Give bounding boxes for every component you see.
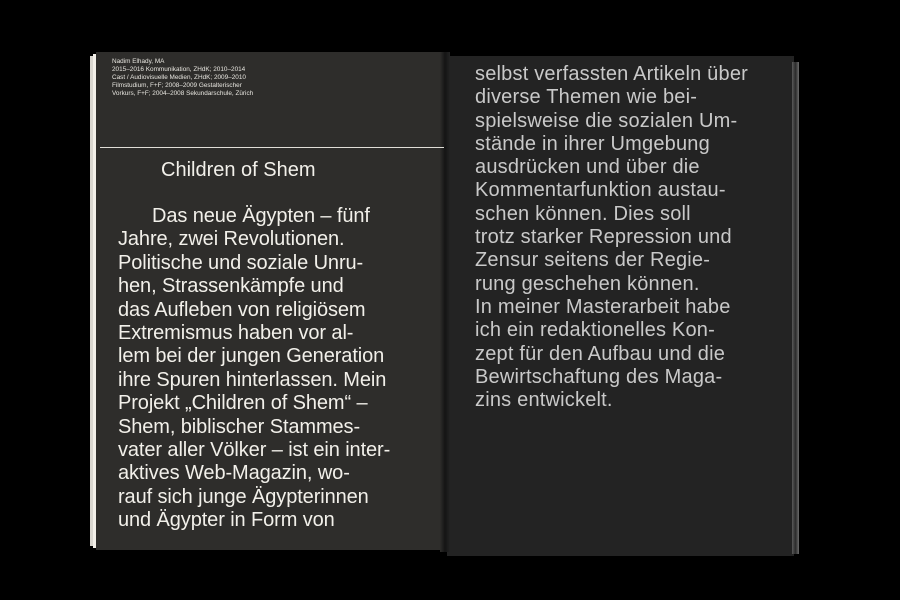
article-title: Children of Shem (161, 159, 316, 181)
text-line: ich ein redaktionelles Kon- (475, 319, 715, 342)
text-line: In meiner Masterarbeit habe (475, 295, 731, 318)
author-meta (112, 58, 342, 98)
text-line: Politische und soziale Unru- (118, 251, 364, 274)
text-line: selbst verfassten Artikeln über (475, 63, 748, 85)
text-line: trotz starker Repression und (475, 226, 732, 249)
text-line: lem bei der jungen Generation (118, 345, 385, 368)
meta-line: Cast / Audiovisuelle Medien, ZHdK; 2009–2010 (112, 74, 246, 82)
text-line: Projekt „Children of Shem“ – (118, 392, 368, 415)
text-line: Extremismus haben vor al- (118, 322, 354, 345)
meta-line: Nadim Elhady, MA (112, 58, 165, 65)
text-line: Jahre, zwei Revolutionen. (118, 228, 345, 251)
text-line: rauf sich junge Ägypterinnen (118, 485, 369, 508)
meta-line: 2015–2016 Kommunikation, ZHdK; 2010–2014 (112, 66, 246, 74)
text-line: und Ägypter in Form von (118, 509, 335, 532)
right-body-text (475, 63, 785, 412)
text-line: das Aufleben von religiösem (118, 298, 366, 321)
booklet-spine (440, 52, 450, 552)
meta-line: Vorkurs, F+F; 2004–2008 Sekundarschule, Zürich (112, 90, 254, 98)
meta-line: Filmstudium, F+F; 2008–2009 Gestalterischer (112, 82, 242, 90)
text-line: zept für den Aufbau und die (475, 342, 726, 365)
text-line: Zensur seitens der Regie- (475, 249, 711, 272)
text-line: schen können. Dies soll (475, 202, 691, 225)
text-line: stände in ihrer Umgebung (475, 132, 710, 155)
text-line: Shem, biblischer Stammes- (118, 415, 361, 438)
text-line: Kommentarfunktion austau- (475, 179, 726, 202)
text-line: zins entwickelt. (475, 389, 613, 412)
text-line: hen, Strassenkämpfe und (118, 275, 344, 298)
text-line: ihre Spuren hinterlassen. Mein (118, 368, 387, 391)
horizontal-rule (100, 147, 444, 148)
left-body-text (118, 205, 433, 533)
text-line: Das neue Ägypten – fünf (152, 205, 370, 227)
text-line: ausdrücken und über die (475, 156, 700, 179)
text-line: vater aller Völker – ist ein inter- (118, 439, 391, 462)
right-page-edge (792, 62, 799, 554)
text-line: aktives Web-Magazin, wo- (118, 462, 350, 485)
text-line: Bewirtschaftung des Maga- (475, 365, 723, 388)
text-line: rung geschehen können. (475, 272, 700, 295)
text-line: spielsweise die sozialen Um- (475, 109, 738, 132)
text-line: diverse Themen wie bei- (475, 86, 698, 109)
